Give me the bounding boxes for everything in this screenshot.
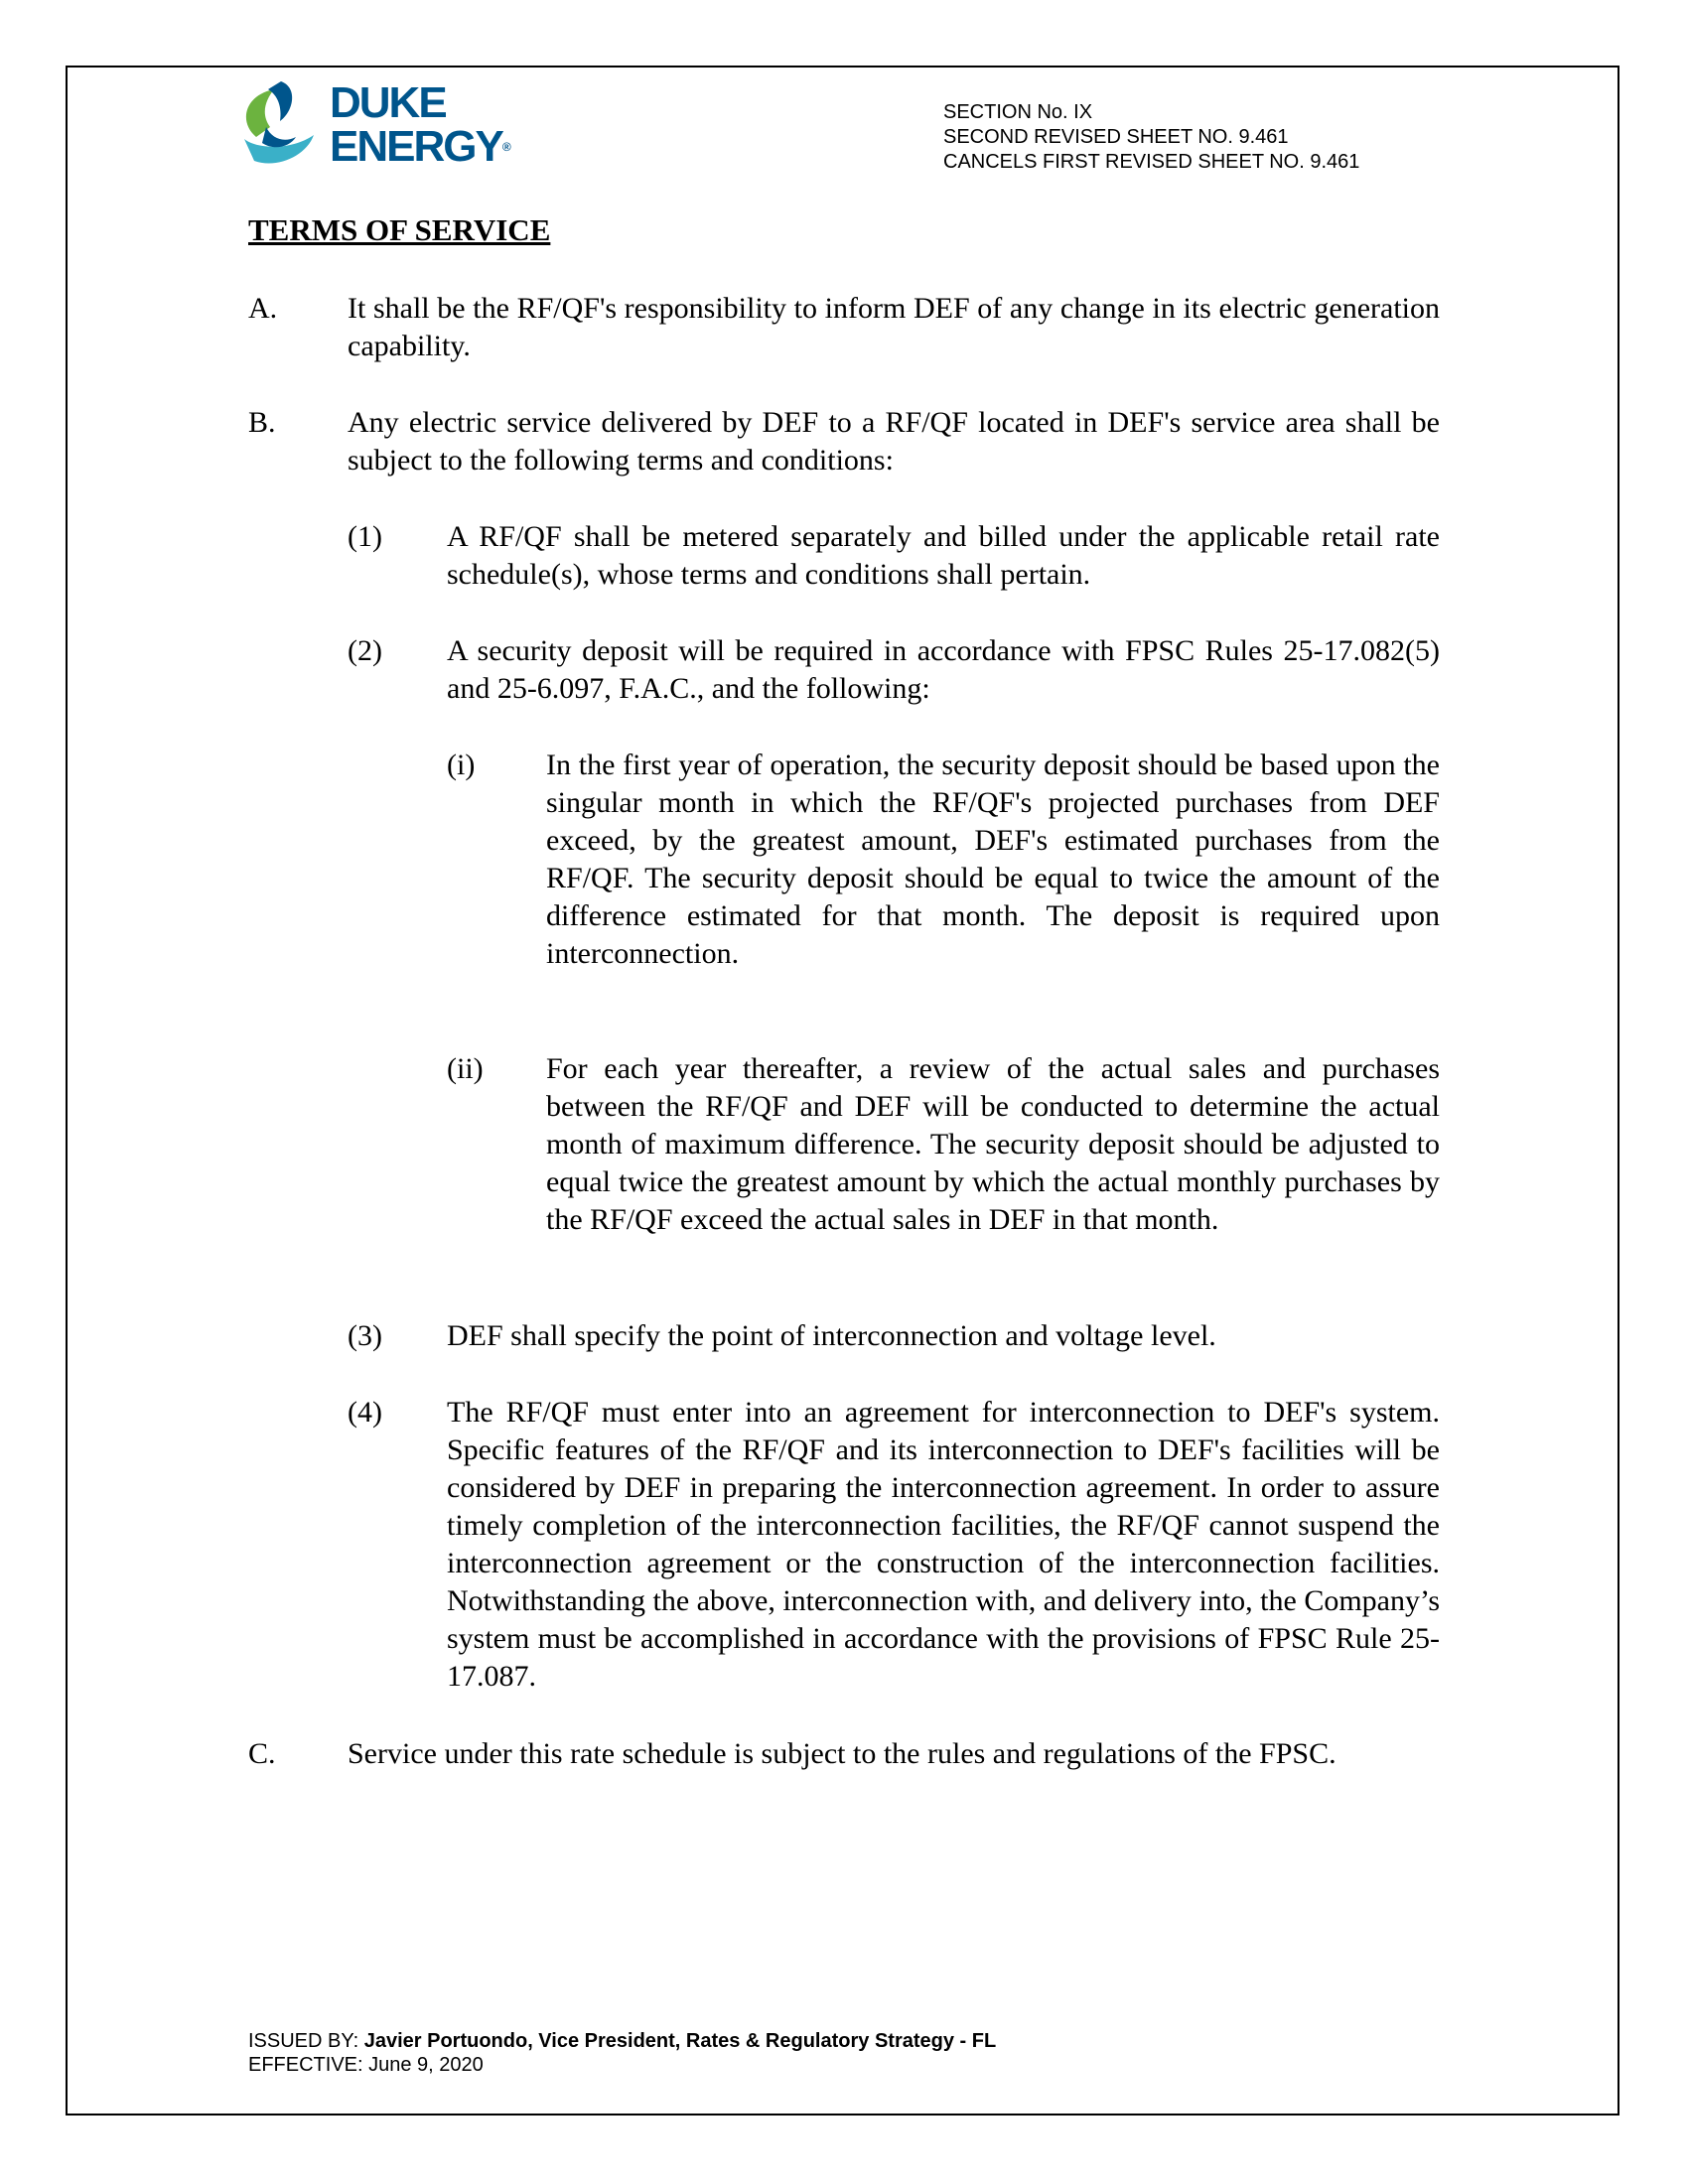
sheet-info — [943, 100, 1359, 175]
issued-by: Javier Portuondo, Vice President, Rates & Regulatory Strategy - FL — [363, 2030, 997, 2052]
item-text: For each year thereafter, a review of the actual sales and purchases between the RF/QF and DEF will be conducted to determine the actual month of maximum difference. The security deposit should be adjusted to equal twice the greatest amount by which the actual monthly purchases by the RF/QF exceed the actual sales in DEF in that month. — [546, 1052, 1440, 1236]
registered-mark: ® — [501, 140, 511, 154]
duke-energy-logo — [236, 77, 534, 177]
item-text: In the first year of operation, the security deposit should be based upon the singular month in which the RF/QF's projected purchases from DEF exceed, by the greatest amount, DEF's estimated purchases from the RF/QF. The security deposit should be equal to twice the amount of the difference estimated for that month. The deposit is required upon interconnection. — [546, 749, 1440, 970]
item-marker: A. — [248, 292, 278, 325]
cancels-sheet: CANCELS FIRST REVISED SHEET NO. 9.461 — [943, 151, 1360, 173]
item-text: A RF/QF shall be metered separately and billed under the applicable retail rate schedule(s), whose terms and conditions shall pertain. — [447, 520, 1440, 591]
item-marker: B. — [248, 406, 276, 439]
duke-energy-logo-icon — [236, 77, 326, 177]
item-marker: (1) — [348, 520, 382, 553]
effective-label: EFFECTIVE: — [248, 2054, 369, 2076]
item-marker: C. — [248, 1737, 276, 1770]
item-marker: (ii) — [447, 1052, 484, 1085]
logo-text-duke: DUKE — [330, 78, 446, 127]
logo-text-energy: ENERGY — [330, 122, 502, 171]
footer — [248, 2029, 996, 2077]
item-text: It shall be the RF/QF's responsibility to inform DEF of any change in its electric generation capability. — [348, 292, 1440, 362]
item-text: Any electric service delivered by DEF to a RF/QF located in DEF's service area shall be subject to the following terms and conditions: — [348, 406, 1440, 477]
item-marker: (2) — [348, 634, 382, 667]
effective-date: June 9, 2020 — [368, 2054, 484, 2076]
item-marker: (3) — [348, 1319, 382, 1352]
sheet-number: SECOND REVISED SHEET NO. 9.461 — [943, 126, 1289, 148]
item-text: Service under this rate schedule is subject to the rules and regulations of the FPSC. — [348, 1737, 1336, 1770]
item-text: DEF shall specify the point of interconnection and voltage level. — [447, 1319, 1216, 1352]
item-text: The RF/QF must enter into an agreement for interconnection to DEF's system. Specific features of the RF/QF and its interconnection to DEF's facilities will be considered by DEF in preparing the interconnection agreement. In order to assure timely completion of the interconnection facilities, the RF/QF cannot suspend the interconnection agreement or the construction of the interconnection facilities. Notwithstanding the above, interconnection with, and delivery into, the Company’s system must be accomplished in accordance with the provisions of FPSC Rule 25-17.087. — [447, 1396, 1440, 1693]
issued-label: ISSUED BY: — [248, 2030, 364, 2052]
item-marker: (4) — [348, 1396, 382, 1429]
section-number: SECTION No. IX — [943, 101, 1093, 123]
page-title: TERMS OF SERVICE — [248, 212, 551, 247]
item-marker: (i) — [447, 749, 476, 781]
item-text: A security deposit will be required in accordance with FPSC Rules 25-17.082(5) and 25-6.097, F.A.C., and the following: — [447, 634, 1440, 705]
